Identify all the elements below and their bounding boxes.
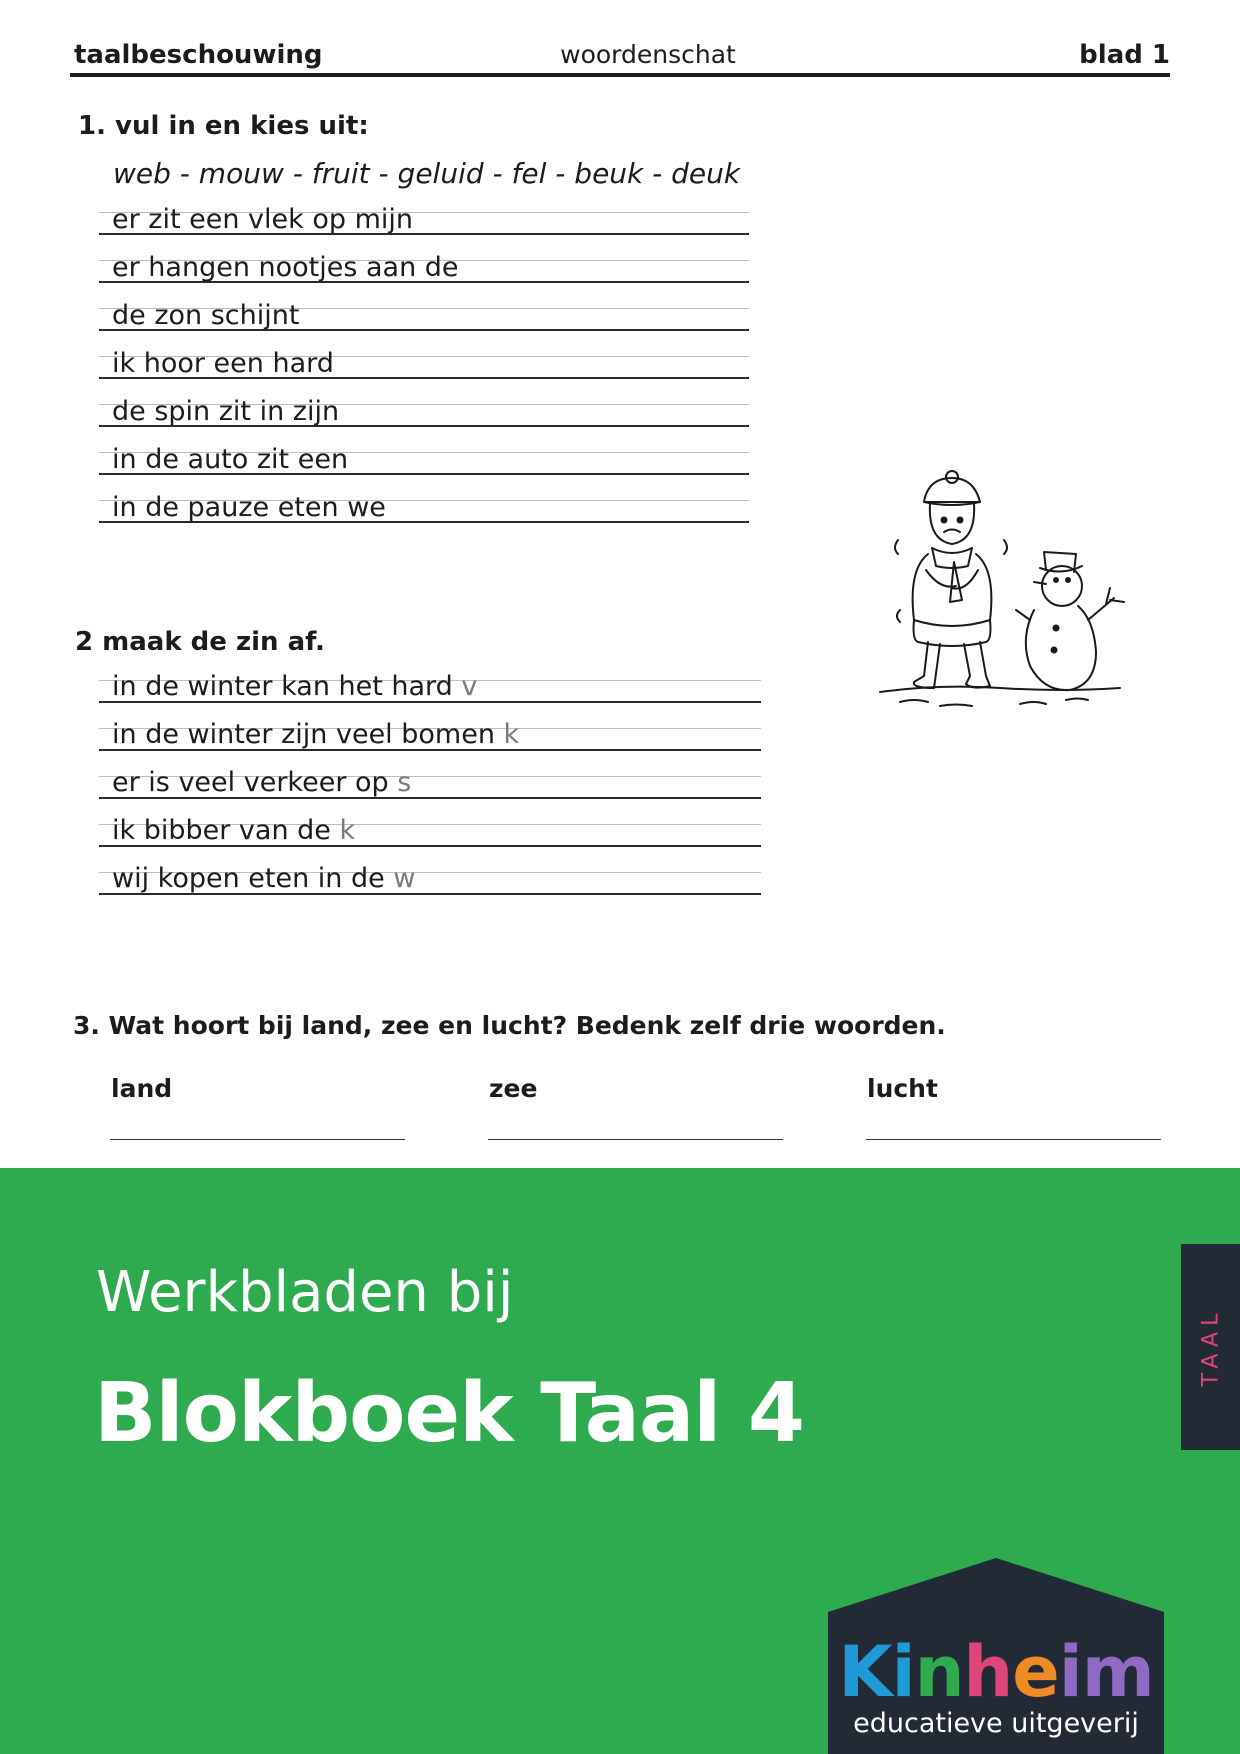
header-subject: taalbeschouwing <box>74 40 323 70</box>
header-sheet-number: blad 1 <box>1079 40 1170 70</box>
q2-letter-hint: k <box>503 719 520 750</box>
q2-sentence: in de winter kan het hard <box>112 671 453 702</box>
q1-title: 1. vul in en kies uit: <box>78 111 369 141</box>
person-eye <box>942 518 947 523</box>
q1-wordlist: web - mouw - fruit - geluid - fel - beuk - deuk <box>113 157 741 190</box>
q2-sentence: wij kopen eten in de <box>112 863 385 894</box>
cover-banner <box>0 1168 1240 1754</box>
q2-title: 2 maak de zin af. <box>75 627 325 657</box>
logo-letter: h <box>963 1631 1013 1713</box>
q3-label-zee: zee <box>489 1074 538 1103</box>
snowman-stick-arm <box>1016 610 1030 620</box>
q2-letter-hint: k <box>339 815 356 846</box>
logo-letter: n <box>914 1631 964 1713</box>
q1-line-text: er zit een vlek op mijn <box>112 204 414 235</box>
q2-line-text <box>112 767 411 799</box>
q1-line-text: de spin zit in zijn <box>112 396 340 427</box>
logo-letter: e <box>1012 1631 1059 1713</box>
cover-subtitle: Werkbladen bij <box>96 1260 514 1325</box>
publisher-logo <box>828 1558 1164 1754</box>
winter-illustration <box>870 470 1130 730</box>
snowman-stick-arm <box>1088 588 1124 620</box>
person-hat <box>924 478 980 502</box>
q2-sentence: er is veel verkeer op <box>112 767 389 798</box>
logo-tagline: educatieve uitgeverij <box>853 1708 1139 1739</box>
q2-letter-hint: w <box>393 863 416 894</box>
answer-line-land[interactable] <box>110 1139 405 1140</box>
snow-ground <box>900 699 1088 707</box>
person-face <box>930 504 974 544</box>
q3-label-lucht: lucht <box>867 1074 938 1103</box>
snowman-body <box>1026 606 1096 690</box>
q1-line-text: in de pauze eten we <box>112 492 386 523</box>
q2-sentence: ik bibber van de <box>112 815 331 846</box>
snowman-button <box>1054 626 1059 631</box>
logo-wordmark <box>828 1631 1164 1713</box>
q3-label-land: land <box>111 1074 173 1103</box>
snow-ground <box>880 687 1120 692</box>
snowman-eye <box>1066 578 1070 582</box>
side-tab-label: TAAL <box>1198 1307 1223 1387</box>
q2-line-text <box>112 671 477 703</box>
person-eye <box>958 518 963 523</box>
q1-line-text: in de auto zit een <box>112 444 349 475</box>
q1-line-text: er hangen nootjes aan de <box>112 252 459 283</box>
logo-letter: K <box>838 1631 892 1713</box>
q2-line-text <box>112 719 519 751</box>
q2-line-text <box>112 863 415 895</box>
logo-letter: i <box>1058 1631 1082 1713</box>
q1-line-text: ik hoor een hard <box>112 348 334 379</box>
snowman-button <box>1052 648 1057 653</box>
person-leg <box>964 642 990 688</box>
logo-letter: i <box>891 1631 915 1713</box>
person-leg <box>914 642 940 688</box>
header-topic: woordenschat <box>560 40 736 69</box>
q2-line-text <box>112 815 355 847</box>
snowman-nose <box>1034 582 1046 584</box>
q2-letter-hint: v <box>461 671 478 702</box>
snowman-eye <box>1054 578 1058 582</box>
q2-letter-hint: s <box>397 767 412 798</box>
answer-line-zee[interactable] <box>488 1139 783 1140</box>
q1-line-text: de zon schijnt <box>112 300 300 331</box>
person-scarf <box>932 548 972 568</box>
side-tab <box>1181 1244 1240 1450</box>
q3-title: 3. Wat hoort bij land, zee en lucht? Bedenk zelf drie woorden. <box>73 1011 946 1040</box>
answer-line-lucht[interactable] <box>866 1139 1161 1140</box>
cover-title: Blokboek Taal 4 <box>94 1366 804 1461</box>
q2-sentence: in de winter zijn veel bomen <box>112 719 495 750</box>
person-mouth <box>944 530 960 533</box>
logo-letter: m <box>1081 1631 1154 1713</box>
header-rule <box>70 73 1170 77</box>
